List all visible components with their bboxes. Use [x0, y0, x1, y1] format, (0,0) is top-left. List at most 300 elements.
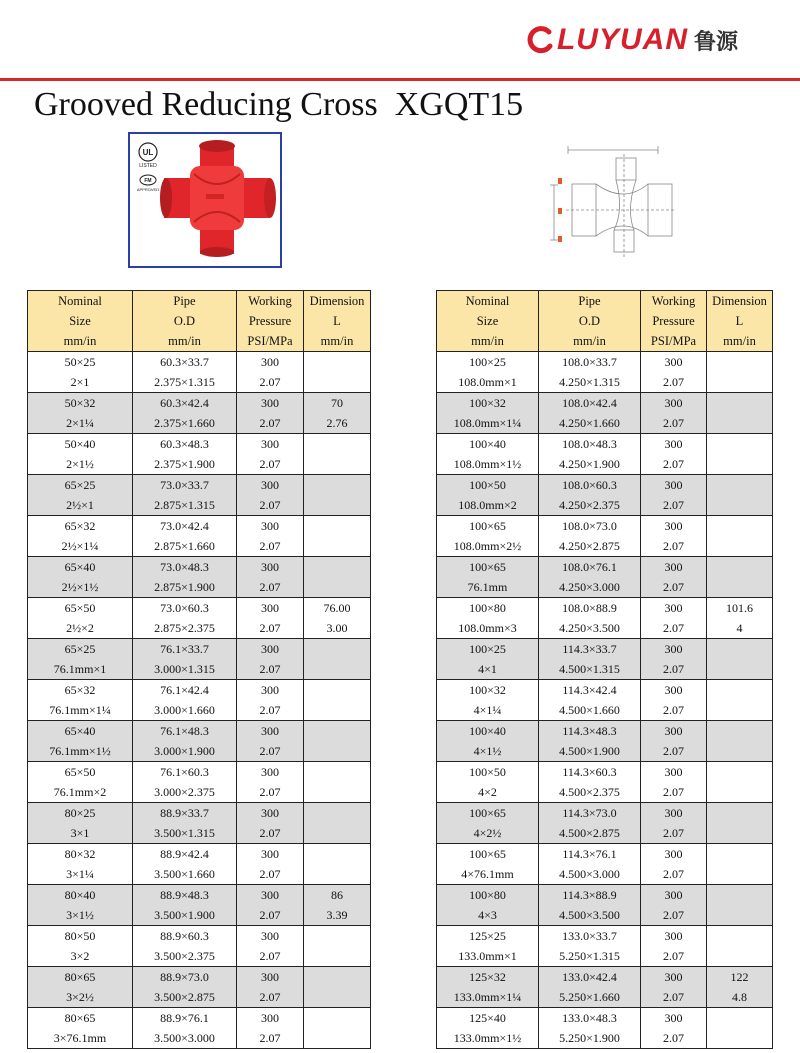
working-pressure-cell: 2.07 — [641, 495, 707, 516]
table-row — [28, 905, 371, 926]
nominal-size-cell: 125×40 — [437, 1008, 539, 1029]
table-row — [437, 885, 773, 906]
pipe-od-cell: 133.0×48.3 — [539, 1008, 641, 1029]
nominal-size-cell: 3×76.1mm — [28, 1028, 133, 1049]
pipe-od-cell: 4.250×3.000 — [539, 577, 641, 598]
nominal-size-cell: 4×2 — [437, 782, 539, 803]
pipe-od-cell: 108.0×88.9 — [539, 598, 641, 619]
dimension-cell — [304, 495, 371, 516]
pipe-od-cell: 2.875×1.660 — [133, 536, 237, 557]
dimension-cell — [707, 454, 773, 475]
nominal-size-cell: 50×40 — [28, 434, 133, 455]
dimension-cell — [304, 967, 371, 988]
table-row — [28, 413, 371, 434]
pipe-od-cell: 4.500×1.900 — [539, 741, 641, 762]
nominal-size-cell: 108.0mm×3 — [437, 618, 539, 639]
table-row — [437, 639, 773, 660]
pipe-od-cell: 108.0×60.3 — [539, 475, 641, 496]
working-pressure-cell: 2.07 — [237, 659, 304, 680]
table-row — [437, 475, 773, 496]
table-row — [28, 618, 371, 639]
working-pressure-cell: 2.07 — [237, 618, 304, 639]
working-pressure-cell: 2.07 — [237, 741, 304, 762]
working-pressure-cell: 2.07 — [641, 536, 707, 557]
table-row — [28, 475, 371, 496]
table-row — [28, 721, 371, 742]
table-row — [437, 741, 773, 762]
pipe-od-cell: 108.0×48.3 — [539, 434, 641, 455]
table-row — [28, 967, 371, 988]
table-row — [28, 495, 371, 516]
working-pressure-cell: 300 — [237, 598, 304, 619]
pipe-od-cell: 2.375×1.315 — [133, 372, 237, 393]
pipe-od-cell: 60.3×42.4 — [133, 393, 237, 414]
pipe-od-cell: 5.250×1.660 — [539, 987, 641, 1008]
working-pressure-cell: 2.07 — [641, 905, 707, 926]
working-pressure-cell: 2.07 — [641, 1028, 707, 1049]
dimension-cell — [707, 680, 773, 701]
working-pressure-cell: 2.07 — [237, 454, 304, 475]
pipe-od-cell: 76.1×42.4 — [133, 680, 237, 701]
table-row — [28, 926, 371, 947]
table-row — [437, 577, 773, 598]
dimension-cell — [707, 885, 773, 906]
dimension-cell — [304, 475, 371, 496]
dimension-cell — [707, 1028, 773, 1049]
dimension-cell — [707, 495, 773, 516]
pipe-od-cell: 4.250×1.660 — [539, 413, 641, 434]
nominal-size-cell: 100×80 — [437, 598, 539, 619]
table-row — [437, 782, 773, 803]
nominal-size-cell: 100×50 — [437, 762, 539, 783]
pipe-od-cell: 88.9×76.1 — [133, 1008, 237, 1029]
table-row — [437, 823, 773, 844]
header-working-pressure: Working Pressure PSI/MPa — [641, 291, 707, 352]
working-pressure-cell: 300 — [641, 1008, 707, 1029]
table-row — [437, 1008, 773, 1029]
table-row — [28, 1028, 371, 1049]
dimension-cell — [304, 864, 371, 885]
working-pressure-cell: 300 — [641, 516, 707, 537]
working-pressure-cell: 300 — [237, 475, 304, 496]
dimension-cell: 2.76 — [304, 413, 371, 434]
dimension-cell — [707, 659, 773, 680]
header-dimension: Dimension L mm/in — [304, 291, 371, 352]
nominal-size-cell: 65×32 — [28, 680, 133, 701]
dimension-cell — [707, 372, 773, 393]
pipe-od-cell: 114.3×76.1 — [539, 844, 641, 865]
pipe-od-cell: 4.500×3.500 — [539, 905, 641, 926]
table-row — [28, 557, 371, 578]
working-pressure-cell: 2.07 — [237, 536, 304, 557]
working-pressure-cell: 2.07 — [237, 905, 304, 926]
dimension-cell — [304, 823, 371, 844]
working-pressure-cell: 300 — [641, 434, 707, 455]
nominal-size-cell: 65×50 — [28, 762, 133, 783]
pipe-od-cell: 4.250×1.900 — [539, 454, 641, 475]
approved-mark-text: APPROVED — [136, 187, 160, 192]
working-pressure-cell: 300 — [237, 434, 304, 455]
working-pressure-cell: 300 — [237, 352, 304, 373]
nominal-size-cell: 100×40 — [437, 721, 539, 742]
working-pressure-cell: 300 — [641, 885, 707, 906]
pipe-od-cell: 2.875×1.900 — [133, 577, 237, 598]
brand-name-cn: 鲁源 — [693, 29, 738, 55]
pipe-od-cell: 114.3×73.0 — [539, 803, 641, 824]
page-title: Grooved Reducing Cross XGQT15 — [34, 86, 524, 123]
working-pressure-cell: 2.07 — [237, 700, 304, 721]
working-pressure-cell: 300 — [237, 516, 304, 537]
pipe-od-cell: 76.1×60.3 — [133, 762, 237, 783]
pipe-od-cell: 2.875×1.315 — [133, 495, 237, 516]
pipe-od-cell: 114.3×48.3 — [539, 721, 641, 742]
table-row — [28, 434, 371, 455]
nominal-size-cell: 133.0mm×1½ — [437, 1028, 539, 1049]
table-row — [437, 659, 773, 680]
dimension-cell — [304, 680, 371, 701]
nominal-size-cell: 3×1½ — [28, 905, 133, 926]
working-pressure-cell: 2.07 — [641, 946, 707, 967]
working-pressure-cell: 300 — [237, 803, 304, 824]
nominal-size-cell: 100×65 — [437, 803, 539, 824]
working-pressure-cell: 300 — [641, 352, 707, 373]
nominal-size-cell: 100×80 — [437, 885, 539, 906]
header-pipe-od: Pipe O.D mm/in — [133, 291, 237, 352]
dimension-cell — [304, 700, 371, 721]
table-row — [437, 454, 773, 475]
table-row — [28, 680, 371, 701]
table-row — [28, 987, 371, 1008]
dimension-cell — [707, 434, 773, 455]
pipe-od-cell: 3.000×2.375 — [133, 782, 237, 803]
table-row — [28, 454, 371, 475]
table-row — [28, 844, 371, 865]
nominal-size-cell: 2×1 — [28, 372, 133, 393]
working-pressure-cell: 300 — [237, 639, 304, 660]
dimension-cell — [304, 659, 371, 680]
working-pressure-cell: 300 — [237, 967, 304, 988]
nominal-size-cell: 50×32 — [28, 393, 133, 414]
pipe-od-cell: 73.0×42.4 — [133, 516, 237, 537]
nominal-size-cell: 65×50 — [28, 598, 133, 619]
nominal-size-cell: 4×1½ — [437, 741, 539, 762]
nominal-size-cell: 4×3 — [437, 905, 539, 926]
dimension-cell: 86 — [304, 885, 371, 906]
dimension-cell — [304, 536, 371, 557]
spec-table-left — [27, 290, 371, 1049]
nominal-size-cell: 80×65 — [28, 967, 133, 988]
table-row — [437, 352, 773, 373]
table-row — [437, 1028, 773, 1049]
pipe-od-cell: 60.3×33.7 — [133, 352, 237, 373]
dimension-cell — [707, 762, 773, 783]
table-row — [28, 659, 371, 680]
dimension-cell — [707, 413, 773, 434]
dimension-cell — [707, 516, 773, 537]
working-pressure-cell: 300 — [237, 680, 304, 701]
working-pressure-cell: 2.07 — [641, 864, 707, 885]
nominal-size-cell: 100×65 — [437, 557, 539, 578]
working-pressure-cell: 2.07 — [237, 577, 304, 598]
table-row — [28, 352, 371, 373]
nominal-size-cell: 133.0mm×1 — [437, 946, 539, 967]
pipe-od-cell: 2.375×1.660 — [133, 413, 237, 434]
dimension-cell — [304, 1008, 371, 1029]
table-row — [437, 536, 773, 557]
working-pressure-cell: 300 — [641, 844, 707, 865]
dimension-cell — [707, 639, 773, 660]
working-pressure-cell: 300 — [641, 557, 707, 578]
nominal-size-cell: 4×1¼ — [437, 700, 539, 721]
working-pressure-cell: 300 — [237, 721, 304, 742]
dimension-cell — [707, 1008, 773, 1029]
pipe-od-cell: 3.500×2.875 — [133, 987, 237, 1008]
pipe-od-cell: 3.500×1.660 — [133, 864, 237, 885]
nominal-size-cell: 133.0mm×1¼ — [437, 987, 539, 1008]
table-row — [437, 844, 773, 865]
table-row — [28, 393, 371, 414]
working-pressure-cell: 300 — [237, 393, 304, 414]
nominal-size-cell: 2½×1¼ — [28, 536, 133, 557]
working-pressure-cell: 300 — [237, 1008, 304, 1029]
dimension-cell — [304, 946, 371, 967]
nominal-size-cell: 65×25 — [28, 475, 133, 496]
working-pressure-cell: 300 — [641, 680, 707, 701]
working-pressure-cell: 2.07 — [641, 454, 707, 475]
working-pressure-cell: 2.07 — [237, 946, 304, 967]
dimension-cell — [304, 803, 371, 824]
nominal-size-cell: 4×1 — [437, 659, 539, 680]
working-pressure-cell: 300 — [641, 393, 707, 414]
dimension-cell — [304, 987, 371, 1008]
table-row — [28, 700, 371, 721]
nominal-size-cell: 100×65 — [437, 844, 539, 865]
pipe-od-cell: 88.9×42.4 — [133, 844, 237, 865]
table-row — [437, 516, 773, 537]
table-row — [28, 762, 371, 783]
dimension-cell — [304, 372, 371, 393]
table-row — [437, 946, 773, 967]
table-row — [28, 946, 371, 967]
table-row — [437, 700, 773, 721]
table-row — [28, 864, 371, 885]
pipe-od-cell: 88.9×33.7 — [133, 803, 237, 824]
pipe-od-cell: 4.250×2.875 — [539, 536, 641, 557]
dimension-cell — [707, 844, 773, 865]
nominal-size-cell: 100×50 — [437, 475, 539, 496]
working-pressure-cell: 300 — [237, 926, 304, 947]
working-pressure-cell: 300 — [641, 926, 707, 947]
dimension-cell — [707, 721, 773, 742]
table-row — [28, 639, 371, 660]
table-row — [437, 598, 773, 619]
dimension-cell: 4.8 — [707, 987, 773, 1008]
working-pressure-cell: 300 — [641, 598, 707, 619]
pipe-od-cell: 73.0×33.7 — [133, 475, 237, 496]
nominal-size-cell: 125×32 — [437, 967, 539, 988]
dimension-cell — [707, 926, 773, 947]
working-pressure-cell: 2.07 — [237, 987, 304, 1008]
nominal-size-cell: 108.0mm×2½ — [437, 536, 539, 557]
dimension-cell — [304, 454, 371, 475]
table-row — [437, 905, 773, 926]
table-row — [28, 536, 371, 557]
dimension-cell: 101.6 — [707, 598, 773, 619]
pipe-od-cell: 3.000×1.315 — [133, 659, 237, 680]
table-row — [28, 516, 371, 537]
working-pressure-cell: 2.07 — [641, 659, 707, 680]
table-row — [437, 926, 773, 947]
nominal-size-cell: 100×32 — [437, 393, 539, 414]
header-pipe-od: Pipe O.D mm/in — [539, 291, 641, 352]
nominal-size-cell: 108.0mm×1½ — [437, 454, 539, 475]
pipe-od-cell: 60.3×48.3 — [133, 434, 237, 455]
table-row — [437, 762, 773, 783]
working-pressure-cell: 2.07 — [237, 495, 304, 516]
working-pressure-cell: 2.07 — [237, 864, 304, 885]
red-cross-fitting-icon — [160, 140, 276, 257]
dimension-cell: 3.00 — [304, 618, 371, 639]
nominal-size-cell: 3×2 — [28, 946, 133, 967]
dimension-cell: 70 — [304, 393, 371, 414]
ul-mark-text: UL — [142, 148, 154, 157]
table-row — [437, 967, 773, 988]
pipe-od-cell: 4.500×3.000 — [539, 864, 641, 885]
working-pressure-cell: 300 — [641, 721, 707, 742]
dimension-cell — [707, 946, 773, 967]
nominal-size-cell: 65×40 — [28, 721, 133, 742]
dimension-cell — [304, 557, 371, 578]
table-row — [437, 413, 773, 434]
dimension-cell — [304, 741, 371, 762]
pipe-od-cell: 133.0×33.7 — [539, 926, 641, 947]
table-header — [28, 291, 371, 352]
dimension-drawing — [548, 140, 678, 260]
working-pressure-cell: 300 — [641, 803, 707, 824]
pipe-od-cell: 108.0×42.4 — [539, 393, 641, 414]
nominal-size-cell: 2×1½ — [28, 454, 133, 475]
pipe-od-cell: 114.3×88.9 — [539, 885, 641, 906]
dimension-cell: 4 — [707, 618, 773, 639]
pipe-od-cell: 2.375×1.900 — [133, 454, 237, 475]
dimension-cell — [304, 577, 371, 598]
working-pressure-cell: 2.07 — [237, 372, 304, 393]
table-row — [437, 864, 773, 885]
working-pressure-cell: 2.07 — [641, 987, 707, 1008]
dimension-cell — [304, 639, 371, 660]
pipe-od-cell: 76.1×48.3 — [133, 721, 237, 742]
pipe-od-cell: 4.500×2.875 — [539, 823, 641, 844]
nominal-size-cell: 2½×2 — [28, 618, 133, 639]
pipe-od-cell: 73.0×48.3 — [133, 557, 237, 578]
nominal-size-cell: 76.1mm — [437, 577, 539, 598]
nominal-size-cell: 2½×1 — [28, 495, 133, 516]
working-pressure-cell: 300 — [641, 762, 707, 783]
pipe-od-cell: 88.9×48.3 — [133, 885, 237, 906]
dimension-cell — [304, 926, 371, 947]
table-row — [28, 803, 371, 824]
nominal-size-cell: 76.1mm×2 — [28, 782, 133, 803]
dimension-cell — [707, 782, 773, 803]
table-row — [28, 885, 371, 906]
dimension-cell — [304, 762, 371, 783]
pipe-od-cell: 133.0×42.4 — [539, 967, 641, 988]
nominal-size-cell: 80×25 — [28, 803, 133, 824]
table-row — [28, 823, 371, 844]
pipe-od-cell: 4.500×1.315 — [539, 659, 641, 680]
pipe-od-cell: 114.3×42.4 — [539, 680, 641, 701]
nominal-size-cell: 100×65 — [437, 516, 539, 537]
fm-approved-mark — [137, 175, 159, 192]
working-pressure-cell: 2.07 — [237, 782, 304, 803]
pipe-od-cell: 4.500×2.375 — [539, 782, 641, 803]
nominal-size-cell: 4×76.1mm — [437, 864, 539, 885]
product-photo — [128, 132, 282, 268]
dimension-cell: 122 — [707, 967, 773, 988]
dimension-cell — [707, 700, 773, 721]
listed-mark-text: LISTED — [139, 163, 157, 169]
nominal-size-cell: 65×32 — [28, 516, 133, 537]
dimension-cell — [304, 721, 371, 742]
nominal-size-cell: 108.0mm×1 — [437, 372, 539, 393]
working-pressure-cell: 2.07 — [641, 700, 707, 721]
pipe-od-cell: 108.0×76.1 — [539, 557, 641, 578]
pipe-od-cell: 5.250×1.315 — [539, 946, 641, 967]
table-row — [437, 803, 773, 824]
header-dimension: Dimension L mm/in — [707, 291, 773, 352]
working-pressure-cell: 300 — [237, 557, 304, 578]
working-pressure-cell: 300 — [237, 762, 304, 783]
working-pressure-cell: 300 — [641, 639, 707, 660]
pipe-od-cell: 108.0×33.7 — [539, 352, 641, 373]
pipe-od-cell: 3.000×1.660 — [133, 700, 237, 721]
working-pressure-cell: 2.07 — [237, 413, 304, 434]
table-row — [28, 372, 371, 393]
nominal-size-cell: 100×40 — [437, 434, 539, 455]
pipe-od-cell: 3.500×1.315 — [133, 823, 237, 844]
table-row — [437, 721, 773, 742]
working-pressure-cell: 2.07 — [641, 413, 707, 434]
dimension-cell — [707, 864, 773, 885]
pipe-od-cell: 3.500×2.375 — [133, 946, 237, 967]
nominal-size-cell: 3×1 — [28, 823, 133, 844]
working-pressure-cell: 2.07 — [641, 577, 707, 598]
nominal-size-cell: 4×2½ — [437, 823, 539, 844]
fm-mark-text: FM — [144, 178, 152, 184]
spec-table-right — [436, 290, 773, 1049]
pipe-od-cell: 108.0×73.0 — [539, 516, 641, 537]
brand-logo — [525, 22, 738, 58]
dimension-cell — [707, 536, 773, 557]
table-header — [437, 291, 773, 352]
nominal-size-cell: 80×65 — [28, 1008, 133, 1029]
pipe-od-cell: 4.250×3.500 — [539, 618, 641, 639]
dimension-cell — [707, 557, 773, 578]
working-pressure-cell: 300 — [641, 475, 707, 496]
pipe-od-cell: 5.250×1.900 — [539, 1028, 641, 1049]
nominal-size-cell: 100×32 — [437, 680, 539, 701]
nominal-size-cell: 80×50 — [28, 926, 133, 947]
nominal-size-cell: 125×25 — [437, 926, 539, 947]
nominal-size-cell: 65×40 — [28, 557, 133, 578]
pipe-od-cell: 3.500×3.000 — [133, 1028, 237, 1049]
pipe-od-cell: 4.250×1.315 — [539, 372, 641, 393]
table-row — [437, 434, 773, 455]
dimension-cell — [707, 352, 773, 373]
dimension-cell — [707, 905, 773, 926]
table-row — [437, 372, 773, 393]
table-row — [437, 680, 773, 701]
